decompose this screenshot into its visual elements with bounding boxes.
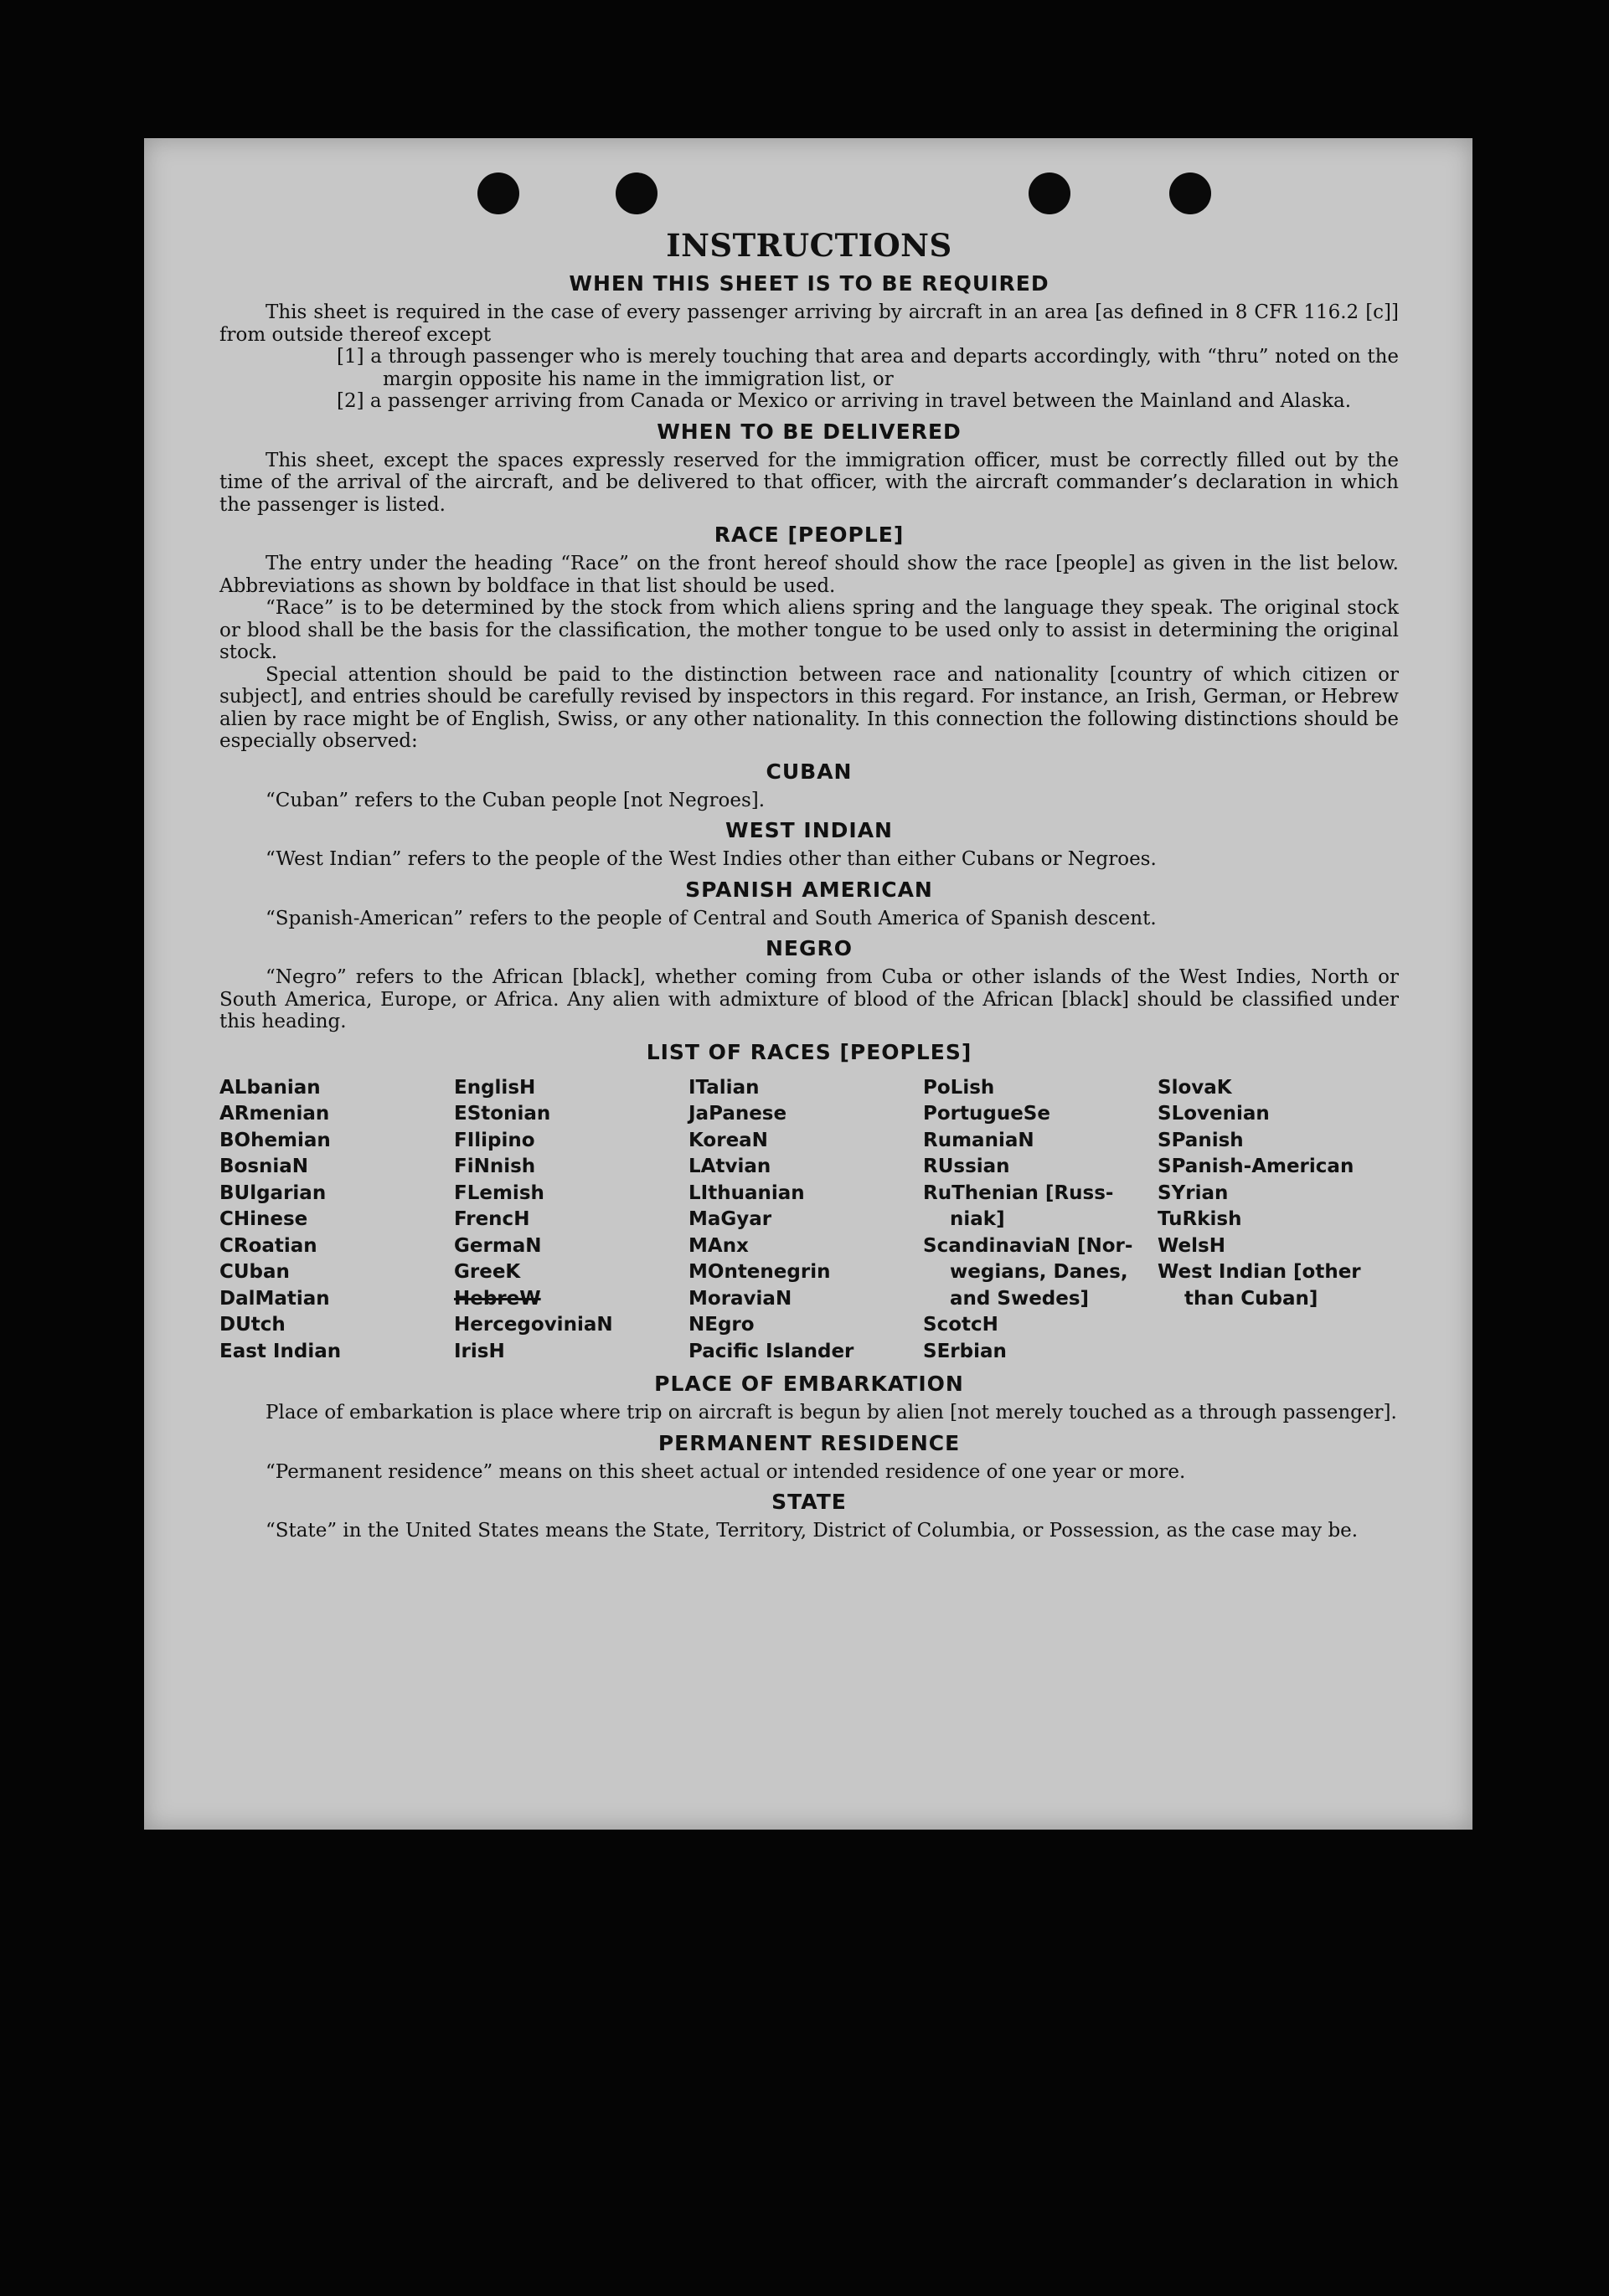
race-item: wegians, Danes, <box>923 1261 1128 1283</box>
punch-hole <box>616 172 658 214</box>
races-column-4 <box>923 1075 1158 1366</box>
residence-text: “Permanent residence” means on this sheet actual or intended residence of one year or more. <box>266 1460 1186 1483</box>
race-item: CUban <box>219 1261 290 1283</box>
race-item: than Cuban] <box>1158 1287 1318 1310</box>
races-list <box>219 1075 1399 1366</box>
race-item: RUssian <box>923 1156 1010 1177</box>
section-heading-required: WHEN THIS SHEET IS TO BE REQUIRED <box>569 271 1049 296</box>
race-item: NEgro <box>688 1314 755 1336</box>
document-sheet <box>144 138 1472 1830</box>
race-item: BOhemian <box>219 1129 331 1151</box>
required-item-2: [2] a passenger arriving from Canada or Mexico or arriving in travel between the Mainland and Alaska. <box>337 390 1352 412</box>
race-item: SLovenian <box>1158 1103 1270 1125</box>
section-heading-cuban: CUBAN <box>766 759 853 784</box>
race-item: SYrian <box>1158 1181 1229 1204</box>
race-item: PortugueSe <box>923 1103 1050 1125</box>
race-item: SErbian <box>923 1340 1007 1362</box>
race-item: ScandinaviaN [Nor- <box>923 1234 1133 1257</box>
required-intro: This sheet is required in the case of every passenger arriving by aircraft in an area [as defined in 8 CFR 116.2 [c]] from outside thereof except <box>219 301 1399 346</box>
races-column-5 <box>1158 1075 1399 1366</box>
race-item: RuThenian [Russ- <box>923 1181 1114 1204</box>
race-item: GermaN <box>454 1234 542 1257</box>
race-item: JaPanese <box>688 1103 787 1125</box>
race-item: CRoatian <box>219 1234 317 1257</box>
race-item-struck: HebreW <box>454 1287 541 1310</box>
race-item: LAtvian <box>688 1156 771 1177</box>
race-item: DUtch <box>219 1314 286 1336</box>
negro-text: “Negro” refers to the African [black], whether coming from Cuba or other islands of the West Indies, North or South America, Europe, or Africa. Any alien with admixture of blood of the African [black] should be classified under this heading. <box>219 966 1399 1032</box>
races-column-2 <box>454 1075 688 1366</box>
race-item: Pacific Islander <box>688 1340 854 1362</box>
race-item: EnglisH <box>454 1076 536 1099</box>
race-item: DalMatian <box>219 1287 330 1310</box>
race-item: BUlgarian <box>219 1181 327 1204</box>
section-heading-race: RACE [PEOPLE] <box>714 523 905 547</box>
race-item: MAnx <box>688 1234 749 1257</box>
section-heading-delivered: WHEN TO BE DELIVERED <box>657 419 962 444</box>
races-column-3 <box>688 1075 923 1366</box>
race-item: PoLish <box>923 1076 995 1099</box>
state-text: “State” in the United States means the State, Territory, District of Columbia, or Possession, as the case may be. <box>266 1520 1359 1542</box>
punch-hole <box>1169 172 1211 214</box>
race-item: ARmenian <box>219 1103 330 1125</box>
section-heading-residence: PERMANENT RESIDENCE <box>658 1430 961 1455</box>
embarkation-text: Place of embarkation is place where trip on aircraft is begun by alien [not merely touched as a through passenger]. <box>266 1402 1397 1423</box>
race-item: MOntenegrin <box>688 1261 831 1283</box>
race-item: ScotcH <box>923 1314 998 1336</box>
section-heading-spanish-american: SPANISH AMERICAN <box>685 877 933 902</box>
section-heading-state: STATE <box>771 1490 847 1514</box>
page-title: INSTRUCTIONS <box>666 227 952 264</box>
race-item: KoreaN <box>688 1129 768 1151</box>
race-paragraph-2: “Race” is to be determined by the stock from which aliens spring and the language they speak. The original stock or blood shall be the basis for the classification, the mother tongue to be used only to assist in determining the original stock. <box>219 597 1399 663</box>
races-column-1 <box>219 1075 454 1366</box>
race-item: West Indian [other <box>1158 1261 1361 1283</box>
spanish-american-text: “Spanish-American” refers to the people of Central and South America of Spanish descent. <box>266 907 1157 929</box>
race-item: FIlipino <box>454 1129 535 1151</box>
race-item: BosniaN <box>219 1156 309 1177</box>
race-item: FiNnish <box>454 1156 536 1177</box>
race-item: SPanish <box>1158 1129 1244 1151</box>
race-item: IrisH <box>454 1340 505 1362</box>
race-item: SlovaK <box>1158 1076 1232 1099</box>
section-heading-list: LIST OF RACES [PEOPLES] <box>646 1039 972 1064</box>
race-item: ITalian <box>688 1076 760 1099</box>
section-heading-negro: NEGRO <box>765 936 853 960</box>
race-item: EStonian <box>454 1103 551 1125</box>
punch-hole <box>1029 172 1070 214</box>
race-item: RumaniaN <box>923 1129 1034 1151</box>
race-item: FLemish <box>454 1181 544 1204</box>
race-item: LIthuanian <box>688 1181 805 1204</box>
instructions-content <box>219 226 1399 1542</box>
race-item: and Swedes] <box>923 1287 1090 1310</box>
cuban-text: “Cuban” refers to the Cuban people [not Negroes]. <box>266 789 766 811</box>
delivered-text: This sheet, except the spaces expressly reserved for the immigration officer, must be correctly filled out by the time of the arrival of the aircraft, and be delivered to that officer, with the aircraft commander’s declaration in which the passenger is listed. <box>219 449 1399 516</box>
race-item: HercegoviniaN <box>454 1314 613 1336</box>
race-item: CHinese <box>219 1208 308 1230</box>
race-item: MoraviaN <box>688 1287 792 1310</box>
race-item: niak] <box>923 1208 1005 1230</box>
race-item: SPanish-American <box>1158 1156 1354 1177</box>
race-item: FrencH <box>454 1208 530 1230</box>
race-item: MaGyar <box>688 1208 772 1230</box>
race-item: East Indian <box>219 1340 342 1362</box>
race-paragraph-1: The entry under the heading “Race” on the front hereof should show the race [people] as given in the list below. Abbreviations as shown by boldface in that list should be used. <box>219 553 1399 597</box>
race-item: ALbanian <box>219 1076 321 1099</box>
required-item-1: [1] a through passenger who is merely touching that area and departs accordingly, with “thru” noted on the margin opposite his name in the immigration list, or <box>337 346 1399 390</box>
race-item: GreeK <box>454 1261 521 1283</box>
race-item: TuRkish <box>1158 1208 1242 1230</box>
punch-hole <box>477 172 519 214</box>
section-heading-west-indian: WEST INDIAN <box>725 818 893 842</box>
race-paragraph-3: Special attention should be paid to the distinction between race and nationality [country of which citizen or subject], and entries should be carefully revised by inspectors in this regard. For instance, an Irish, German, or Hebrew alien by race might be of English, Swiss, or any other nationality. In this connection the following distinctions should be especially observed: <box>219 663 1399 752</box>
section-heading-embarkation: PLACE OF EMBARKATION <box>654 1372 964 1396</box>
race-item: WelsH <box>1158 1234 1225 1257</box>
west-indian-text: “West Indian” refers to the people of the West Indies other than either Cubans or Negroes. <box>266 848 1157 870</box>
